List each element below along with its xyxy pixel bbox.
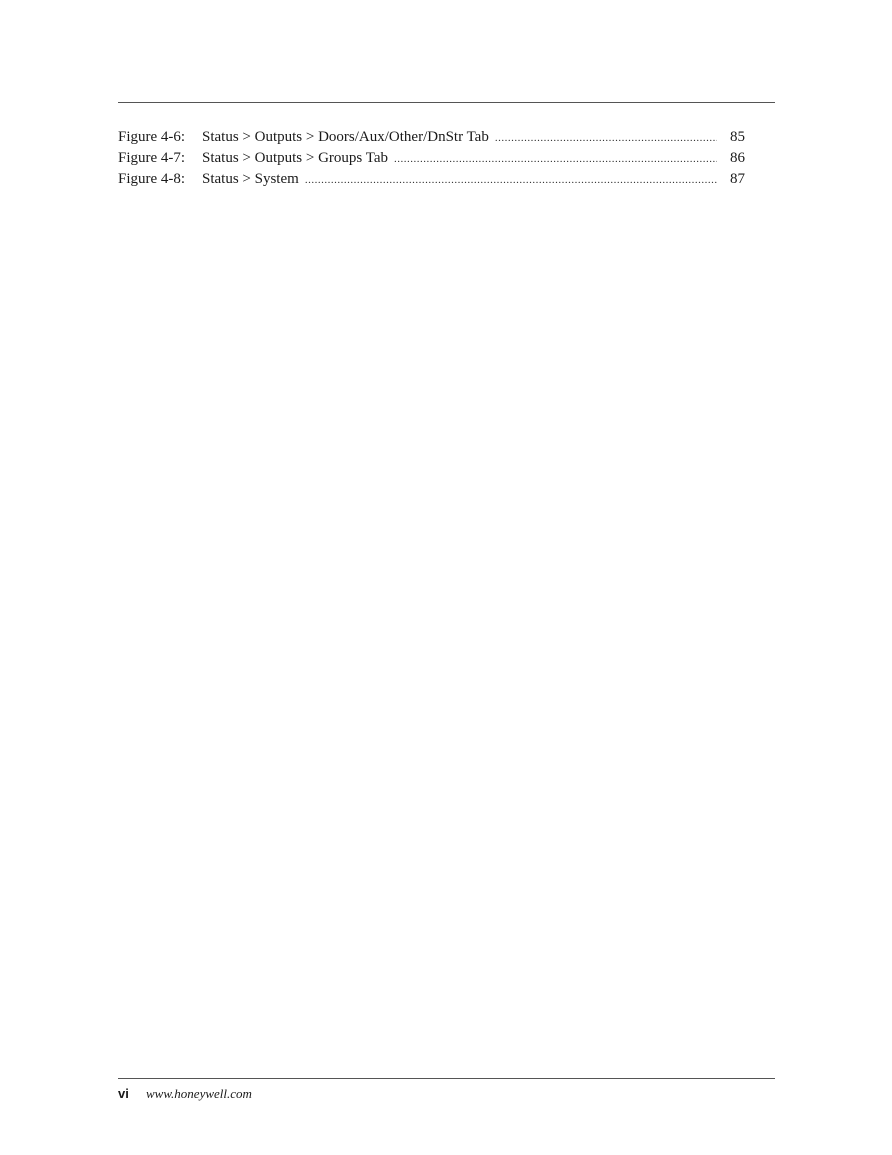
page-footer bbox=[118, 1086, 252, 1106]
figure-number: Figure 4-6: bbox=[118, 129, 186, 145]
page-reference: 86 bbox=[730, 150, 745, 166]
dot-leader bbox=[495, 128, 717, 149]
figure-title: Status > Outputs > Groups Tab bbox=[202, 150, 389, 166]
toc-entry[interactable] bbox=[118, 127, 745, 148]
toc-entry[interactable] bbox=[118, 148, 745, 169]
figure-number: Figure 4-7: bbox=[118, 150, 186, 166]
figure-title: Status > System bbox=[202, 171, 299, 187]
page-reference: 87 bbox=[730, 171, 745, 187]
list-of-figures bbox=[118, 127, 745, 190]
footer-rule bbox=[118, 1078, 775, 1079]
header-rule bbox=[118, 102, 775, 103]
figure-title: Status > Outputs > Doors/Aux/Other/DnStr Tab bbox=[202, 129, 489, 145]
page-reference: 85 bbox=[730, 129, 745, 145]
page-number: vi bbox=[118, 1086, 129, 1101]
footer-url: www.honeywell.com bbox=[146, 1086, 252, 1101]
toc-entry[interactable] bbox=[118, 169, 745, 190]
figure-number: Figure 4-8: bbox=[118, 171, 186, 187]
dot-leader bbox=[394, 149, 717, 170]
dot-leader bbox=[305, 170, 717, 191]
